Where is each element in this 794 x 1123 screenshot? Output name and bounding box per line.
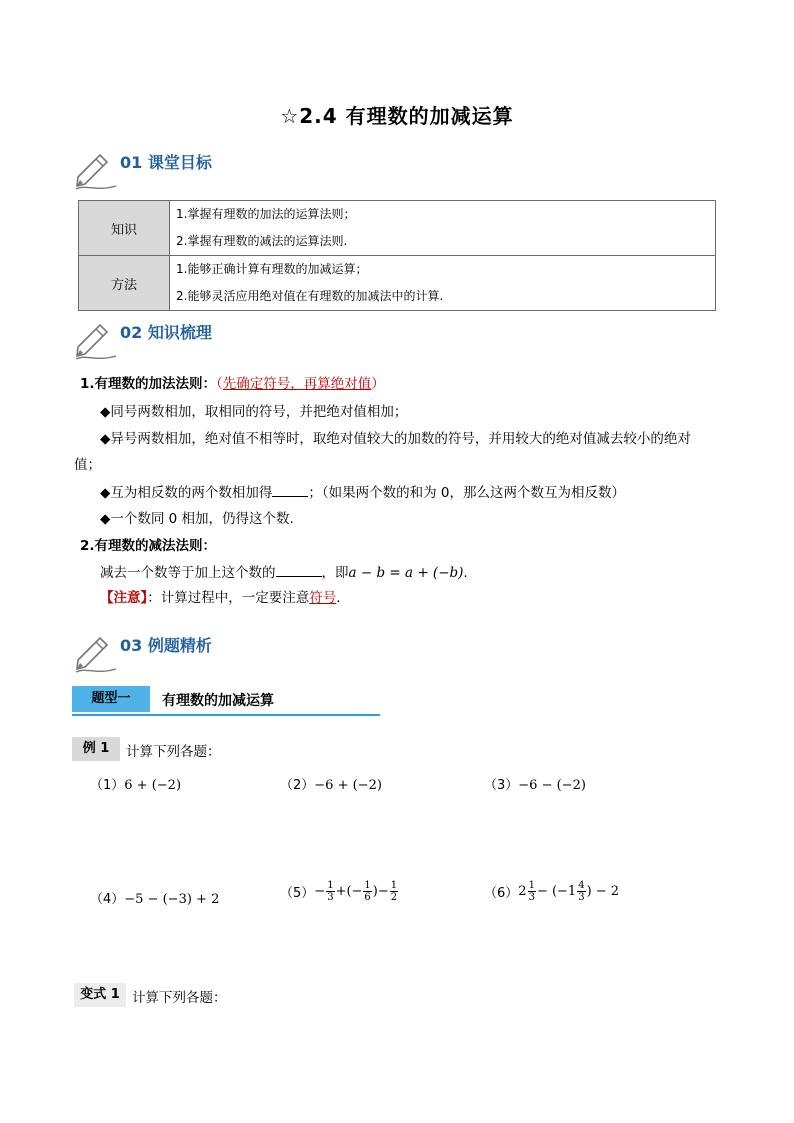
goal-item: 1.能够正确计算有理数的加减运算； [176,262,368,276]
problem-number: （2） [280,778,315,793]
problem-expr: −6 + (−2) [314,778,382,793]
pencil-icon [74,634,118,674]
goal-item: 2.掌握有理数的减法的运算法则. [176,234,348,248]
denominator: 6 [364,892,371,903]
problem-expr: −5 − (−3) + 2 [124,892,220,907]
table-row [79,256,716,311]
problem-number: （4） [90,892,125,907]
add-rule-3 [100,482,625,503]
sub-formula: a − b = a + (−b) [348,565,464,581]
expr-part: )− [372,884,389,899]
goals-cell-knowledge [170,201,716,256]
numerator: 1 [364,880,371,891]
page-title: ☆2.4 有理数的加减运算 [280,104,514,128]
fraction [390,880,398,903]
example-label: 例 1 [72,737,120,761]
sub-rule-heading: 2.有理数的减法法则： [80,538,217,554]
goals-cell-method [170,256,716,311]
add-rule-3a: ◆互为相反数的两个数相加得 [100,485,273,501]
problem-1 [90,774,181,793]
denominator: 3 [578,892,585,903]
add-rule-4: ◆一个数同 0 相加，仍得这个数. [100,511,294,527]
type-tag-label: 题型一 [91,691,131,706]
add-rule-heading [80,374,385,394]
denominator: 2 [390,892,398,903]
problem-number: （3） [484,778,519,793]
section-header-examples [74,633,212,674]
problem-expr: −6 − (−2) [518,778,586,793]
sub-rule [100,562,468,583]
numerator: 1 [390,880,398,891]
section-header-knowledge [74,320,212,361]
add-head: 1.有理数的加法法则： [80,376,217,392]
problem-2 [280,774,382,793]
whole-number: 2 [518,884,527,899]
goal-item: 1.掌握有理数的加法的运算法则； [176,207,356,221]
expr-part: − (−1 [536,884,577,899]
note-key: 符号 [309,590,337,606]
type-tag-title: 有理数的加减运算 [162,693,274,709]
problem-4 [90,888,219,907]
fraction [326,880,334,903]
goals-table [78,200,716,311]
problem-number: （1） [90,778,125,793]
fill-blank [276,562,322,577]
note-label: 【注意】 [100,590,148,606]
sub-rule-b: ，即 [321,565,349,581]
problem-5 [280,880,399,903]
problem-3 [484,774,586,793]
problem-expr: 6 + (−2) [124,778,182,793]
fill-blank [272,482,308,497]
section-title-examples: 03 例题精析 [120,636,212,655]
fraction [363,880,371,903]
goal-item: 2.能够灵活应用绝对值在有理数的加减法中的计算. [176,289,444,303]
note-text: ：计算过程中，一定要注意 [147,590,310,606]
sub-rule-end: . [463,565,468,581]
paren-close: ） [371,376,385,392]
expr-part: − [314,884,326,899]
numerator: 4 [578,880,585,891]
add-note: 先确定符号，再算绝对值 [222,376,372,392]
example-text: 计算下列各题： [126,744,221,760]
sub-rule-a: 减去一个数等于加上这个数的 [100,565,276,581]
goals-label-method: 方法 [79,256,170,311]
section-title-goals: 01 课堂目标 [120,153,212,172]
paren-open: （ [216,376,223,392]
denominator: 3 [528,892,535,903]
expr-part: +(− [335,884,363,899]
variant-label: 变式 1 [74,983,126,1007]
section-header-goals [74,150,212,191]
pencil-icon [74,151,118,191]
add-rule-2b: 值； [74,457,101,473]
add-rule-2a: ◆异号两数相加，绝对值不相等时，取绝对值较大的加数的符号，并用较大的绝对值减去较小的绝对 [100,431,691,447]
numerator: 1 [327,880,334,891]
section-title-knowledge: 02 知识梳理 [120,323,212,342]
fraction [577,880,585,903]
goals-label-knowledge: 知识 [79,201,170,256]
add-rule-3b: ；（如果两个数的和为 0，那么这两个数互为相反数） [308,485,626,501]
expr-part: ) − 2 [586,884,620,899]
pencil-icon [74,321,118,361]
table-row [79,201,716,256]
numerator: 1 [528,880,535,891]
problem-6 [484,880,619,903]
fraction [528,880,536,903]
variant-text: 计算下列各题： [132,990,227,1006]
note-line [100,588,341,608]
note-end: . [336,590,341,606]
problem-number: （5） [280,886,315,901]
problem-number: （6） [484,886,519,901]
add-rule-1: ◆同号两数相加，取相同的符号，并把绝对值相加； [100,404,408,420]
denominator: 3 [327,892,334,903]
type-tag-underline [72,714,380,716]
